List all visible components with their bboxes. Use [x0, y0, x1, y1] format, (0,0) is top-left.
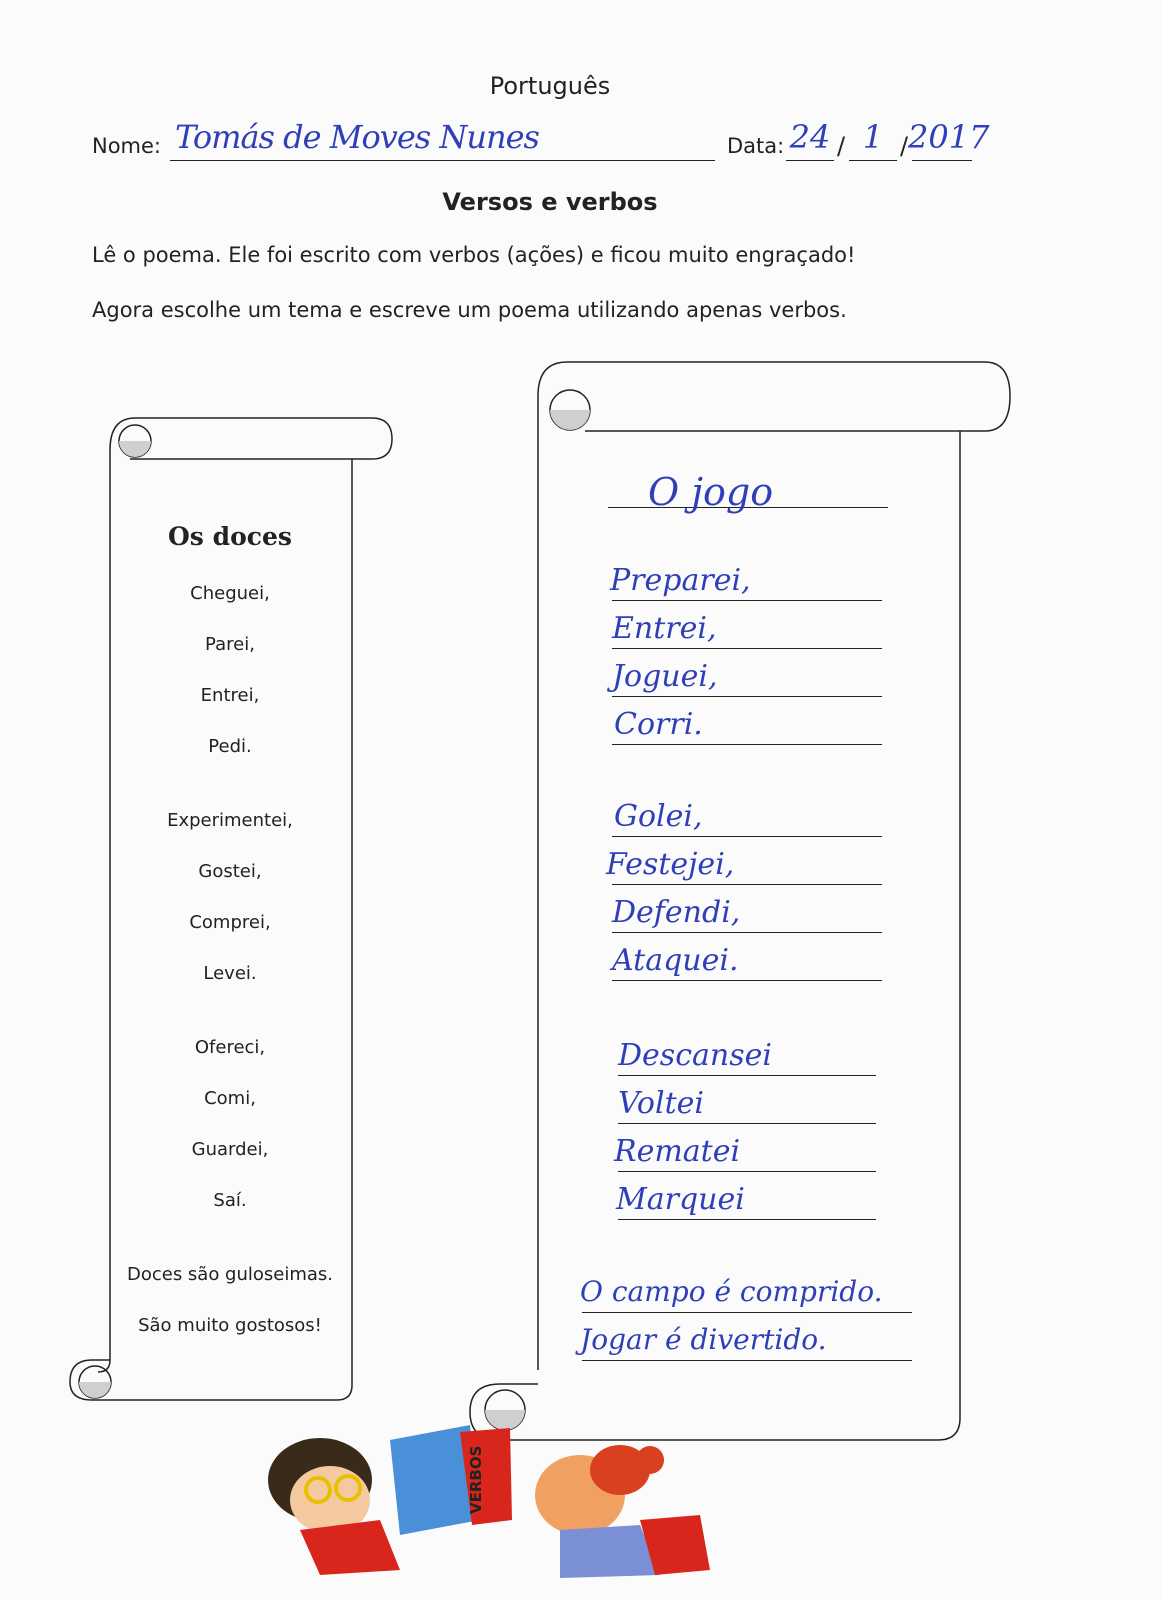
writing-line: [612, 600, 882, 601]
writing-line: [612, 696, 882, 697]
writing-line: [612, 744, 882, 745]
date-label: Data:: [727, 134, 785, 158]
right-scroll-curl-top: [550, 410, 590, 430]
left-scroll-curl-bottom: [79, 1382, 111, 1398]
writing-line: [618, 1075, 876, 1076]
right-scroll-curl-bottom: [485, 1410, 525, 1430]
writing-line: [618, 1219, 876, 1220]
poem-line: Gostei,: [198, 861, 262, 882]
poem-line: Saí.: [213, 1190, 247, 1211]
student-poem-line: O campo é comprido.: [580, 1275, 883, 1308]
writing-line: [612, 648, 882, 649]
date-year-line: [912, 160, 972, 161]
date-month: 1: [862, 118, 884, 156]
student-poem-line: Voltei: [618, 1086, 704, 1121]
date-month-line: [849, 160, 897, 161]
poem-line: Comi,: [204, 1088, 256, 1109]
subject-heading: Português: [489, 72, 611, 100]
name-value: Tomás de Moves Nunes: [175, 118, 539, 156]
student-poem-line: Preparei,: [610, 563, 751, 598]
student-poem-title: O jogo: [648, 470, 774, 514]
worksheet-title: Versos e verbos: [442, 188, 658, 216]
left-scroll-curl-top: [119, 441, 151, 457]
writing-line: [618, 1123, 876, 1124]
writing-line: [612, 932, 882, 933]
name-label: Nome:: [92, 134, 162, 158]
student-poem-line: Marquei: [616, 1182, 745, 1217]
poem-line: Comprei,: [189, 912, 271, 933]
writing-line: [612, 836, 882, 837]
student-poem-line: Festejei,: [606, 847, 735, 882]
poem-title: Os doces: [168, 522, 292, 551]
name-line: [170, 160, 715, 161]
writing-line: [612, 884, 882, 885]
writing-line: [582, 1360, 912, 1361]
student-poem-line: Golei,: [614, 799, 703, 834]
book-label: VERBOS: [467, 1445, 485, 1515]
student-poem-line: Corri.: [614, 707, 703, 742]
date-year: 2017: [908, 118, 990, 156]
poem-line: São muito gostosos!: [138, 1315, 322, 1336]
student-poem-line: Jogar é divertido.: [580, 1323, 827, 1356]
student-poem-line: Joguei,: [612, 659, 718, 694]
poem-line: Doces são guloseimas.: [126, 1264, 334, 1285]
poem-line: Ofereci,: [194, 1037, 266, 1058]
poem-line: Cheguei,: [190, 583, 270, 604]
date-day-line: [786, 160, 834, 161]
writing-line: [582, 1312, 912, 1313]
student-poem-line: Descansei: [618, 1038, 772, 1073]
student-poem-line: Entrei,: [612, 611, 717, 646]
date-separator-2: /: [900, 132, 909, 160]
poem-line: Levei.: [203, 963, 257, 984]
poem-line: Parei,: [205, 634, 255, 655]
poem-line: Entrei,: [200, 685, 260, 706]
poem-line: Pedi.: [208, 736, 252, 757]
student-poem-line: Ataquei.: [612, 943, 739, 978]
left-scroll: [70, 418, 392, 1400]
poem-line: Guardei,: [191, 1139, 269, 1160]
writing-line: [612, 980, 882, 981]
student-poem-line: Rematei: [614, 1134, 741, 1169]
student-poem-line: Defendi,: [612, 895, 741, 930]
date-separator-1: /: [837, 132, 846, 160]
instruction-1: Lê o poema. Ele foi escrito com verbos (ações) e ficou muito engraçado!: [92, 243, 856, 267]
poem-line: Experimentei,: [167, 810, 293, 831]
instruction-2: Agora escolhe um tema e escreve um poema utilizando apenas verbos.: [92, 298, 847, 322]
writing-line: [618, 1171, 876, 1172]
date-day: 24: [789, 118, 831, 156]
